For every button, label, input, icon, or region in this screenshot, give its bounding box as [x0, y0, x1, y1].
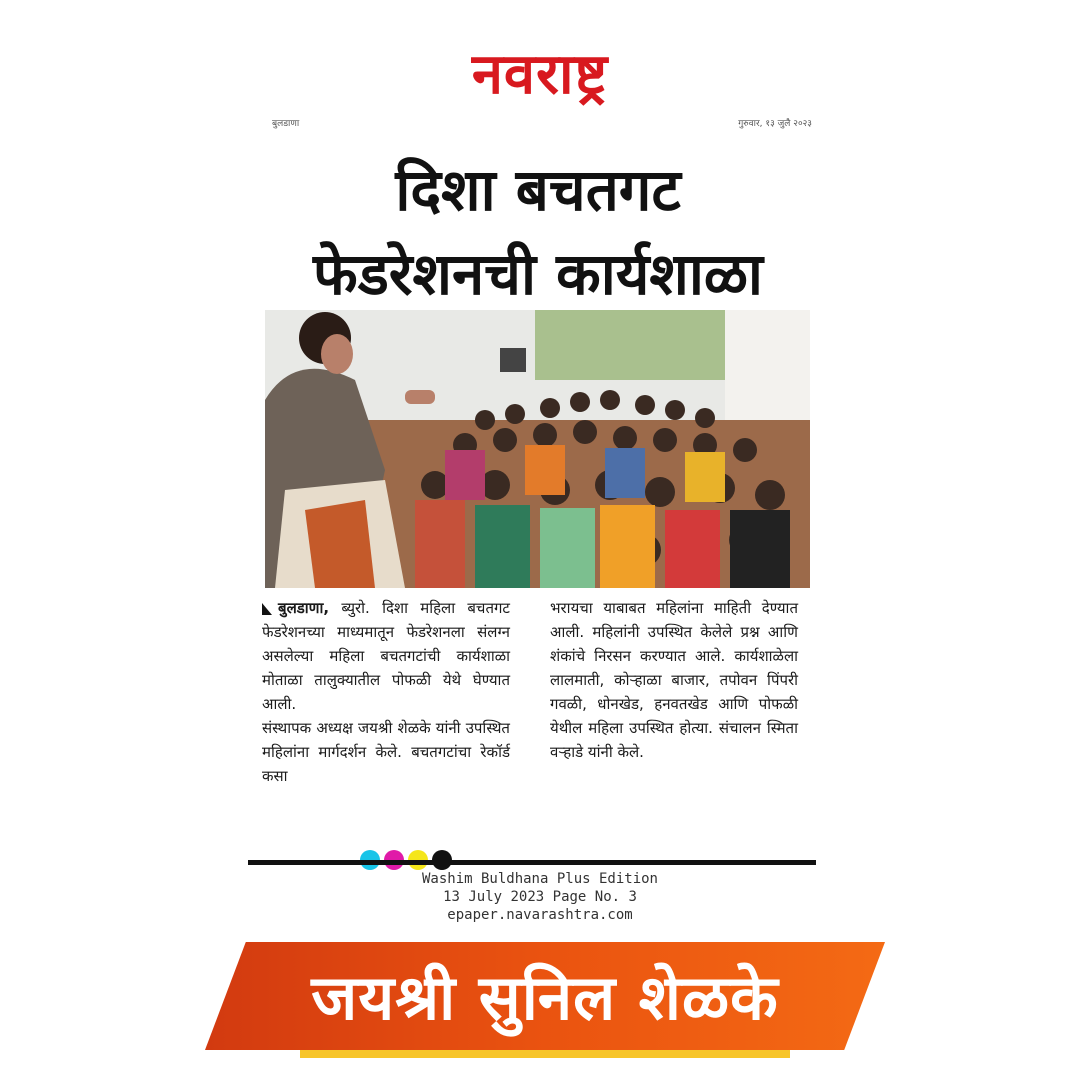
headline-line-2: फेडरेशनची कार्यशाळा — [313, 240, 763, 308]
epaper-url: epaper.navarashtra.com — [447, 907, 633, 923]
edition-name: Washim Buldhana Plus Edition — [421, 871, 658, 887]
workshop-photo — [265, 310, 810, 588]
dateline-left: बुलडाणा — [272, 119, 300, 129]
article-paragraph-1 — [262, 596, 510, 716]
workshop-photo-illustration — [265, 310, 810, 588]
headline-line-1: दिशा बचतगट — [395, 156, 681, 224]
article-column-right — [550, 596, 798, 764]
dateline-right: गुरुवार, १३ जुलै २०२३ — [738, 119, 812, 129]
edition-footer — [0, 870, 1080, 924]
article-headline — [260, 148, 816, 316]
newspaper-clipping — [250, 112, 816, 866]
article-paragraph-2: संस्थापक अध्यक्ष जयश्री शेळके यांनी उपस्थित महिलांना मार्गदर्शन केले. बचतगटांचा रेकॉर्ड कसा — [262, 719, 510, 785]
article-lead: बुलडाणा, — [278, 599, 330, 617]
article-paragraph-3: भरायचा याबाबत महिलांना माहिती देण्यात आली. महिलांनी उपस्थित केलेले प्रश्न आणि शंकांचे निरसन करण्यात आले. कार्यशाळेला लालमाती, कोऱ्हाळा बाजार, तपोवन पिंपरी गवळी, धोनखेड, हनवतखेड आणि पोफळी येथील महिला उपस्थित होत्या. संचालन स्मिता वऱ्हाडे यांनी केले. — [550, 599, 798, 761]
article-column-left — [262, 596, 510, 788]
masthead-logo: नवराष्ट्र — [471, 42, 609, 107]
bullet-icon — [262, 603, 272, 615]
edition-date-page: 13 July 2023 Page No. 3 — [443, 889, 637, 905]
footer-divider — [248, 860, 816, 865]
dateline — [272, 116, 812, 128]
banner-name: जयश्री सुनिल शेळके — [311, 961, 779, 1034]
article-text-1: ब्युरो. दिशा महिला बचतगट फेडरेशनच्या माध्यमातून फेडरेशनला संलग्न असलेल्या महिला बचतगटांची कार्यशाळा मोताळा तालुक्यातील पोफळी येथे घेण्यात आली. — [262, 599, 510, 713]
banner-underline — [300, 1050, 790, 1058]
